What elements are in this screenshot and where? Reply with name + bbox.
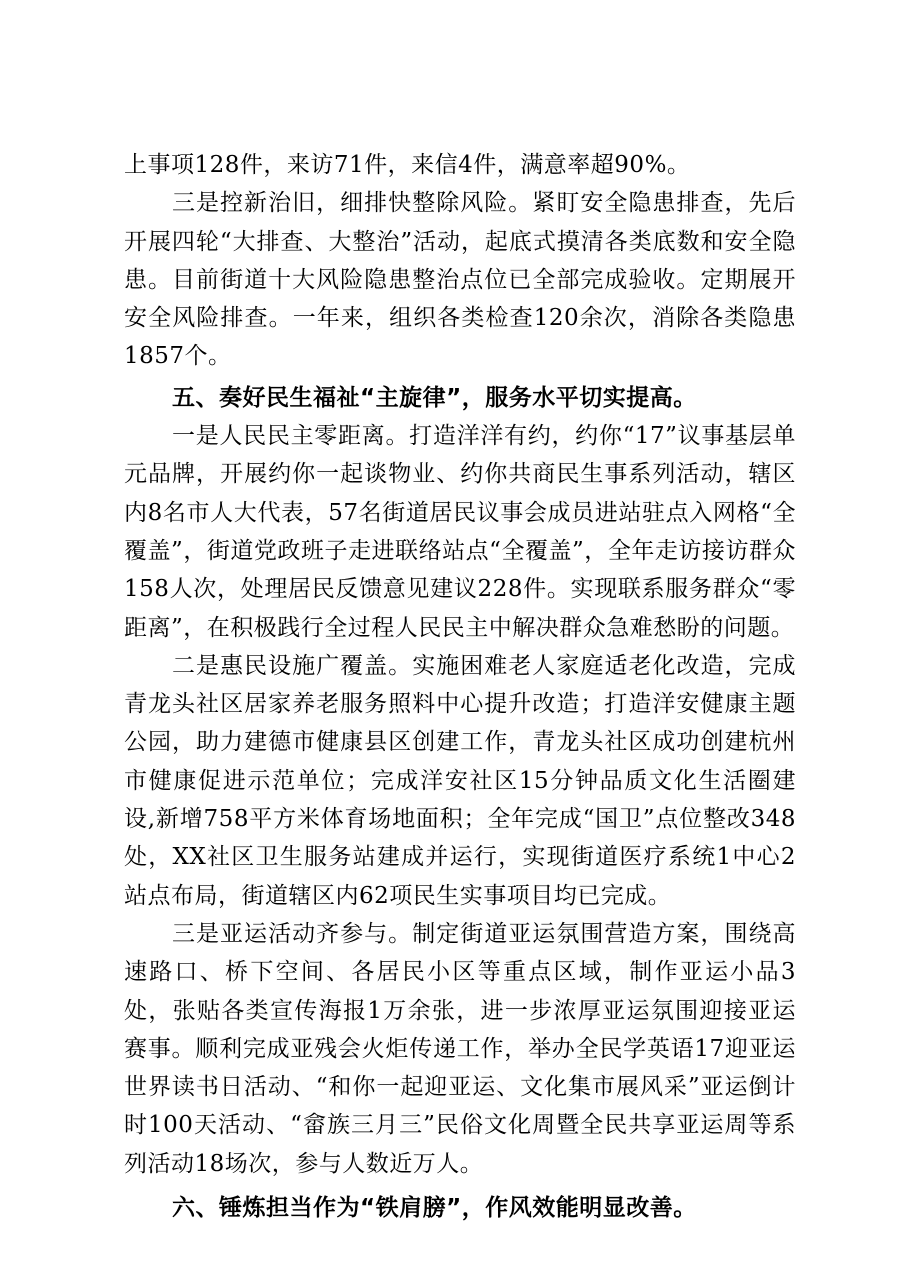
- document-body: [124, 146, 796, 1227]
- paragraph-public-facilities: 二是惠民设施广覆盖。实施困难老人家庭适老化改造，完成青龙头社区居家养老服务照料中心提升改造；打造洋安健康主题公园，助力建德市健康县区创建工作，青龙头社区成功创建杭州市健康促进示范单位；完成洋安社区15分钟品质文化生活圈建设,新增758平方米体育场地面积；全年完成“国卫”点位整改348处，XX社区卫生服务站建成并运行，实现街道医疗系统1中心2站点布局，街道辖区内62项民生实事项目均已完成。: [124, 652, 796, 909]
- paragraph-asian-games: 三是亚运活动齐参与。制定街道亚运氛围营造方案，围绕高速路口、桥下空间、各居民小区等重点区域，制作亚运小品3处，张贴各类宣传海报1万余张，进一步浓厚亚运氛围迎接亚运赛事。顺利完成亚残会火炬传递工作，举办全民学英语17迎亚运世界读书日活动、“和你一起迎亚运、文化集市展风采”亚运倒计时100天活动、“畲族三月三”民俗文化周暨全民共享亚运周等系列活动18场次，参与人数近万人。: [124, 920, 796, 1177]
- paragraph-people-democracy: 一是人民民主零距离。打造洋洋有约，约你“17”议事基层单元品牌，开展约你一起谈物业、约你共商民生事系列活动，辖区内8名市人大代表，57名街道居民议事会成员进站驻点入网格“全覆盖”，街道党政班子走进联络站点“全覆盖”，全年走访接访群众158人次，处理居民反馈意见建议228件。实现联系服务群众“零距离”，在积极践行全过程人民民主中解决群众急难愁盼的问题。: [124, 423, 796, 641]
- section-heading-5: 五、奏好民生福祉“主旋律”，服务水平切实提高。: [172, 384, 697, 411]
- section-heading-6: 六、锤炼担当作为“铁肩膀”，作风效能明显改善。: [172, 1195, 697, 1222]
- paragraph-risk-control: 三是控新治旧，细排快整除风险。紧盯安全隐患排查，先后开展四轮“大排查、大整治”活动，起底式摸清各类底数和安全隐患。目前街道十大风险隐患整治点位已全部完成验收。定期展开安全风险排查。一年来，组织各类检查120余次，消除各类隐患1857个。: [124, 190, 796, 370]
- paragraph-intake-stats: 上事项128件，来访71件，来信4件，满意率超90%。: [124, 152, 691, 178]
